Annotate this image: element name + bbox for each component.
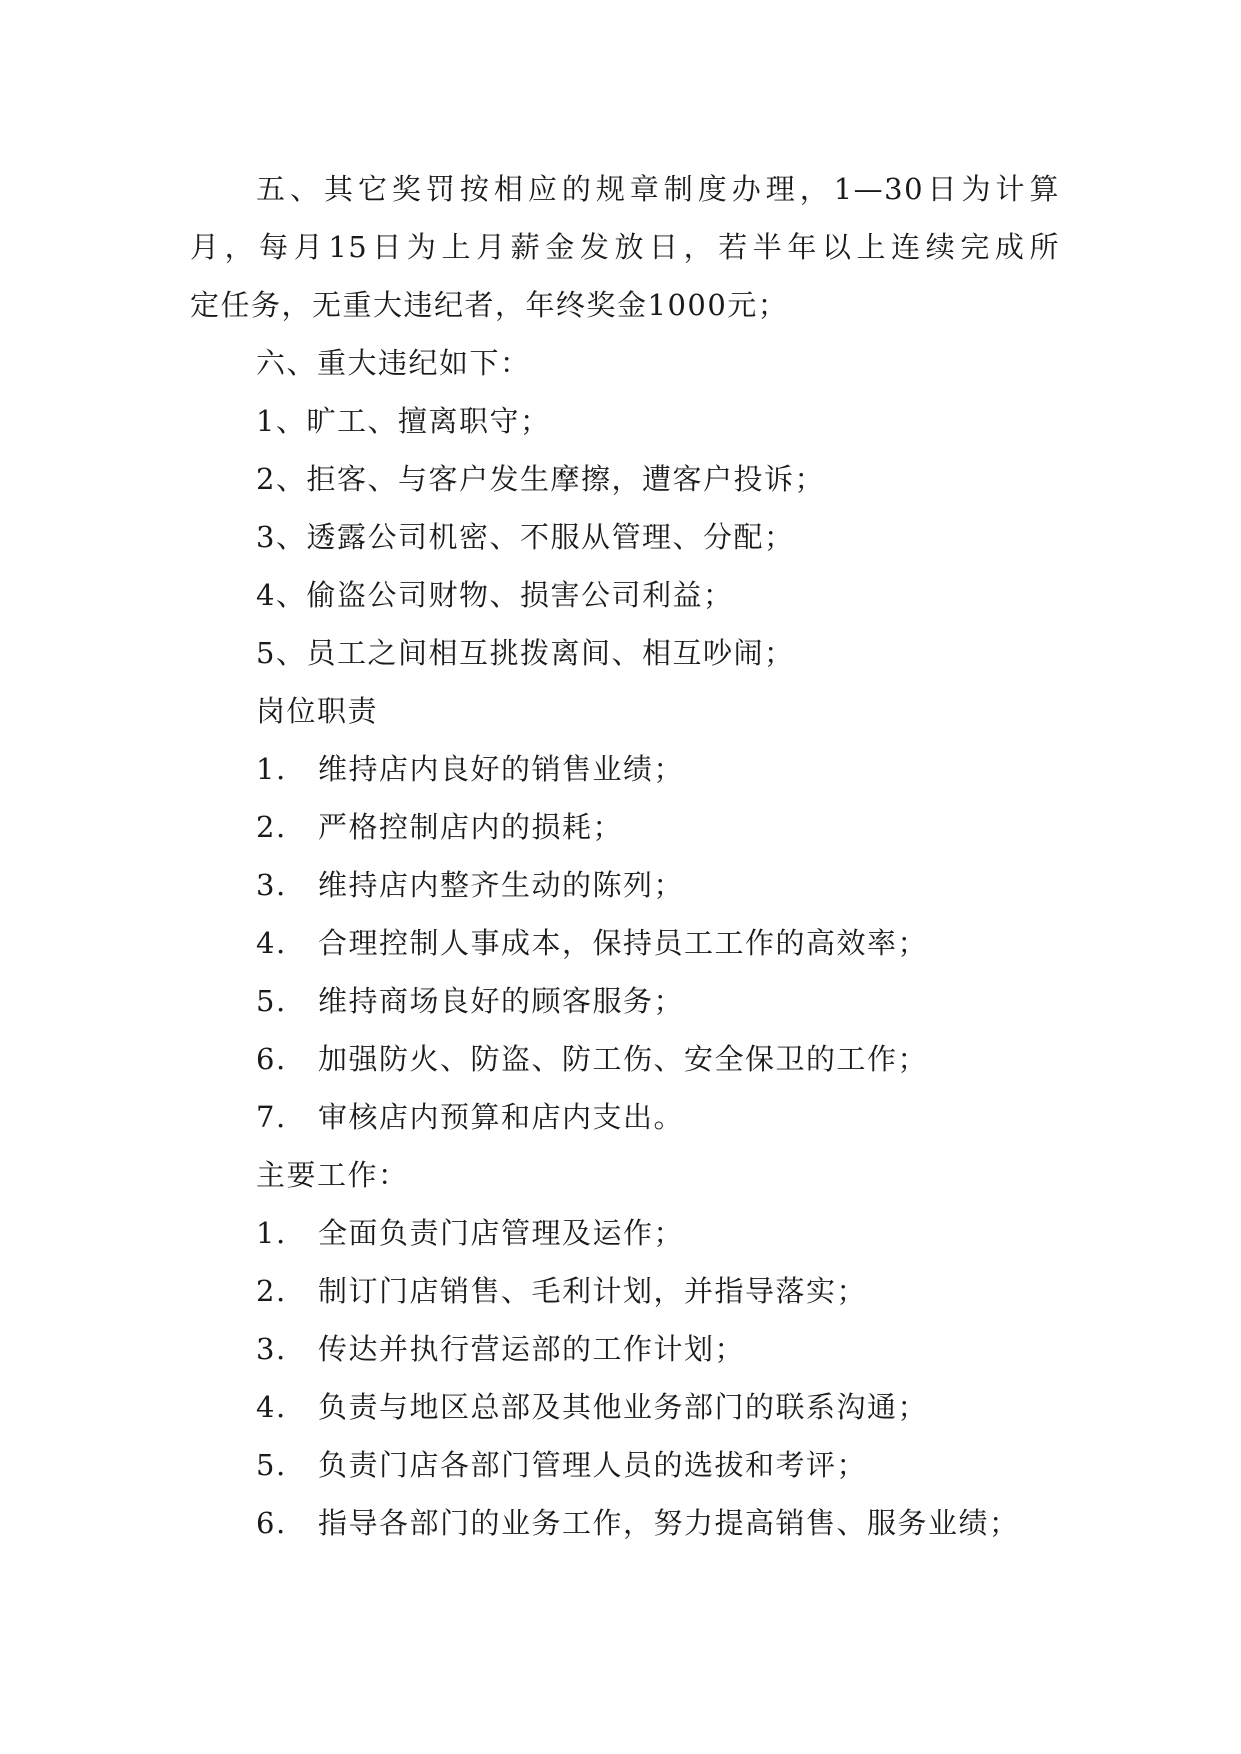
duty-text: 维持商场良好的顾客服务；	[318, 984, 685, 1018]
duties-heading: 岗位职责	[256, 694, 379, 728]
violation-item: 2、拒客、与客户发生摩擦，遭客户投诉；	[256, 462, 825, 496]
section6-heading: 六、重大违纪如下：	[256, 346, 531, 380]
duty-item	[190, 798, 1060, 856]
work-item	[190, 1436, 1060, 1494]
duty-text: 维持店内整齐生动的陈列；	[318, 868, 685, 902]
duty-text: 合理控制人事成本，保持员工工作的高效率；	[318, 926, 929, 960]
work-text: 指导各部门的业务工作，努力提高销售、服务业绩；	[318, 1506, 1020, 1540]
section5-line-1: 五、其它奖罚按相应的规章制度办理，1—30日为计算	[256, 172, 1060, 206]
work-number: 6.	[256, 1506, 287, 1540]
work-number: 5.	[256, 1448, 287, 1482]
duty-text: 严格控制店内的损耗；	[318, 810, 624, 844]
duty-number: 2.	[256, 810, 287, 844]
work-number: 4.	[256, 1390, 287, 1424]
work-item	[190, 1204, 1060, 1262]
duty-text: 加强防火、防盗、防工伤、安全保卫的工作；	[318, 1042, 929, 1076]
duty-item	[190, 914, 1060, 972]
duty-item	[190, 856, 1060, 914]
document-body	[190, 160, 1060, 1552]
section5-line-3: 定任务，无重大违纪者，年终奖金1000元；	[190, 288, 789, 322]
duty-number: 6.	[256, 1042, 287, 1076]
work-item	[190, 1320, 1060, 1378]
duty-number: 1.	[256, 752, 287, 786]
duty-number: 7.	[256, 1100, 287, 1134]
violation-item: 3、透露公司机密、不服从管理、分配；	[256, 520, 795, 554]
section5-line-2: 月，每月15日为上月薪金发放日，若半年以上连续完成所	[190, 230, 1060, 264]
work-text: 传达并执行营运部的工作计划；	[318, 1332, 746, 1366]
violation-item: 1、旷工、擅离职守；	[256, 404, 551, 438]
work-text: 全面负责门店管理及运作；	[318, 1216, 685, 1250]
duty-item	[190, 1088, 1060, 1146]
duty-number: 4.	[256, 926, 287, 960]
duty-number: 5.	[256, 984, 287, 1018]
work-item	[190, 1262, 1060, 1320]
violation-item: 4、偷盗公司财物、损害公司利益；	[256, 578, 734, 612]
duty-item	[190, 1030, 1060, 1088]
duty-text: 维持店内良好的销售业绩；	[318, 752, 685, 786]
main-work-heading: 主要工作：	[256, 1158, 409, 1192]
work-number: 1.	[256, 1216, 287, 1250]
duty-item	[190, 740, 1060, 798]
work-item	[190, 1378, 1060, 1436]
work-number: 2.	[256, 1274, 287, 1308]
violation-item: 5、员工之间相互挑拨离间、相互吵闹；	[256, 636, 795, 670]
work-number: 3.	[256, 1332, 287, 1366]
duty-item	[190, 972, 1060, 1030]
work-text: 负责门店各部门管理人员的选拔和考评；	[318, 1448, 868, 1482]
work-item	[190, 1494, 1060, 1552]
work-text: 制订门店销售、毛利计划，并指导落实；	[318, 1274, 868, 1308]
duty-text: 审核店内预算和店内支出。	[318, 1100, 685, 1134]
duty-number: 3.	[256, 868, 287, 902]
work-text: 负责与地区总部及其他业务部门的联系沟通；	[318, 1390, 929, 1424]
